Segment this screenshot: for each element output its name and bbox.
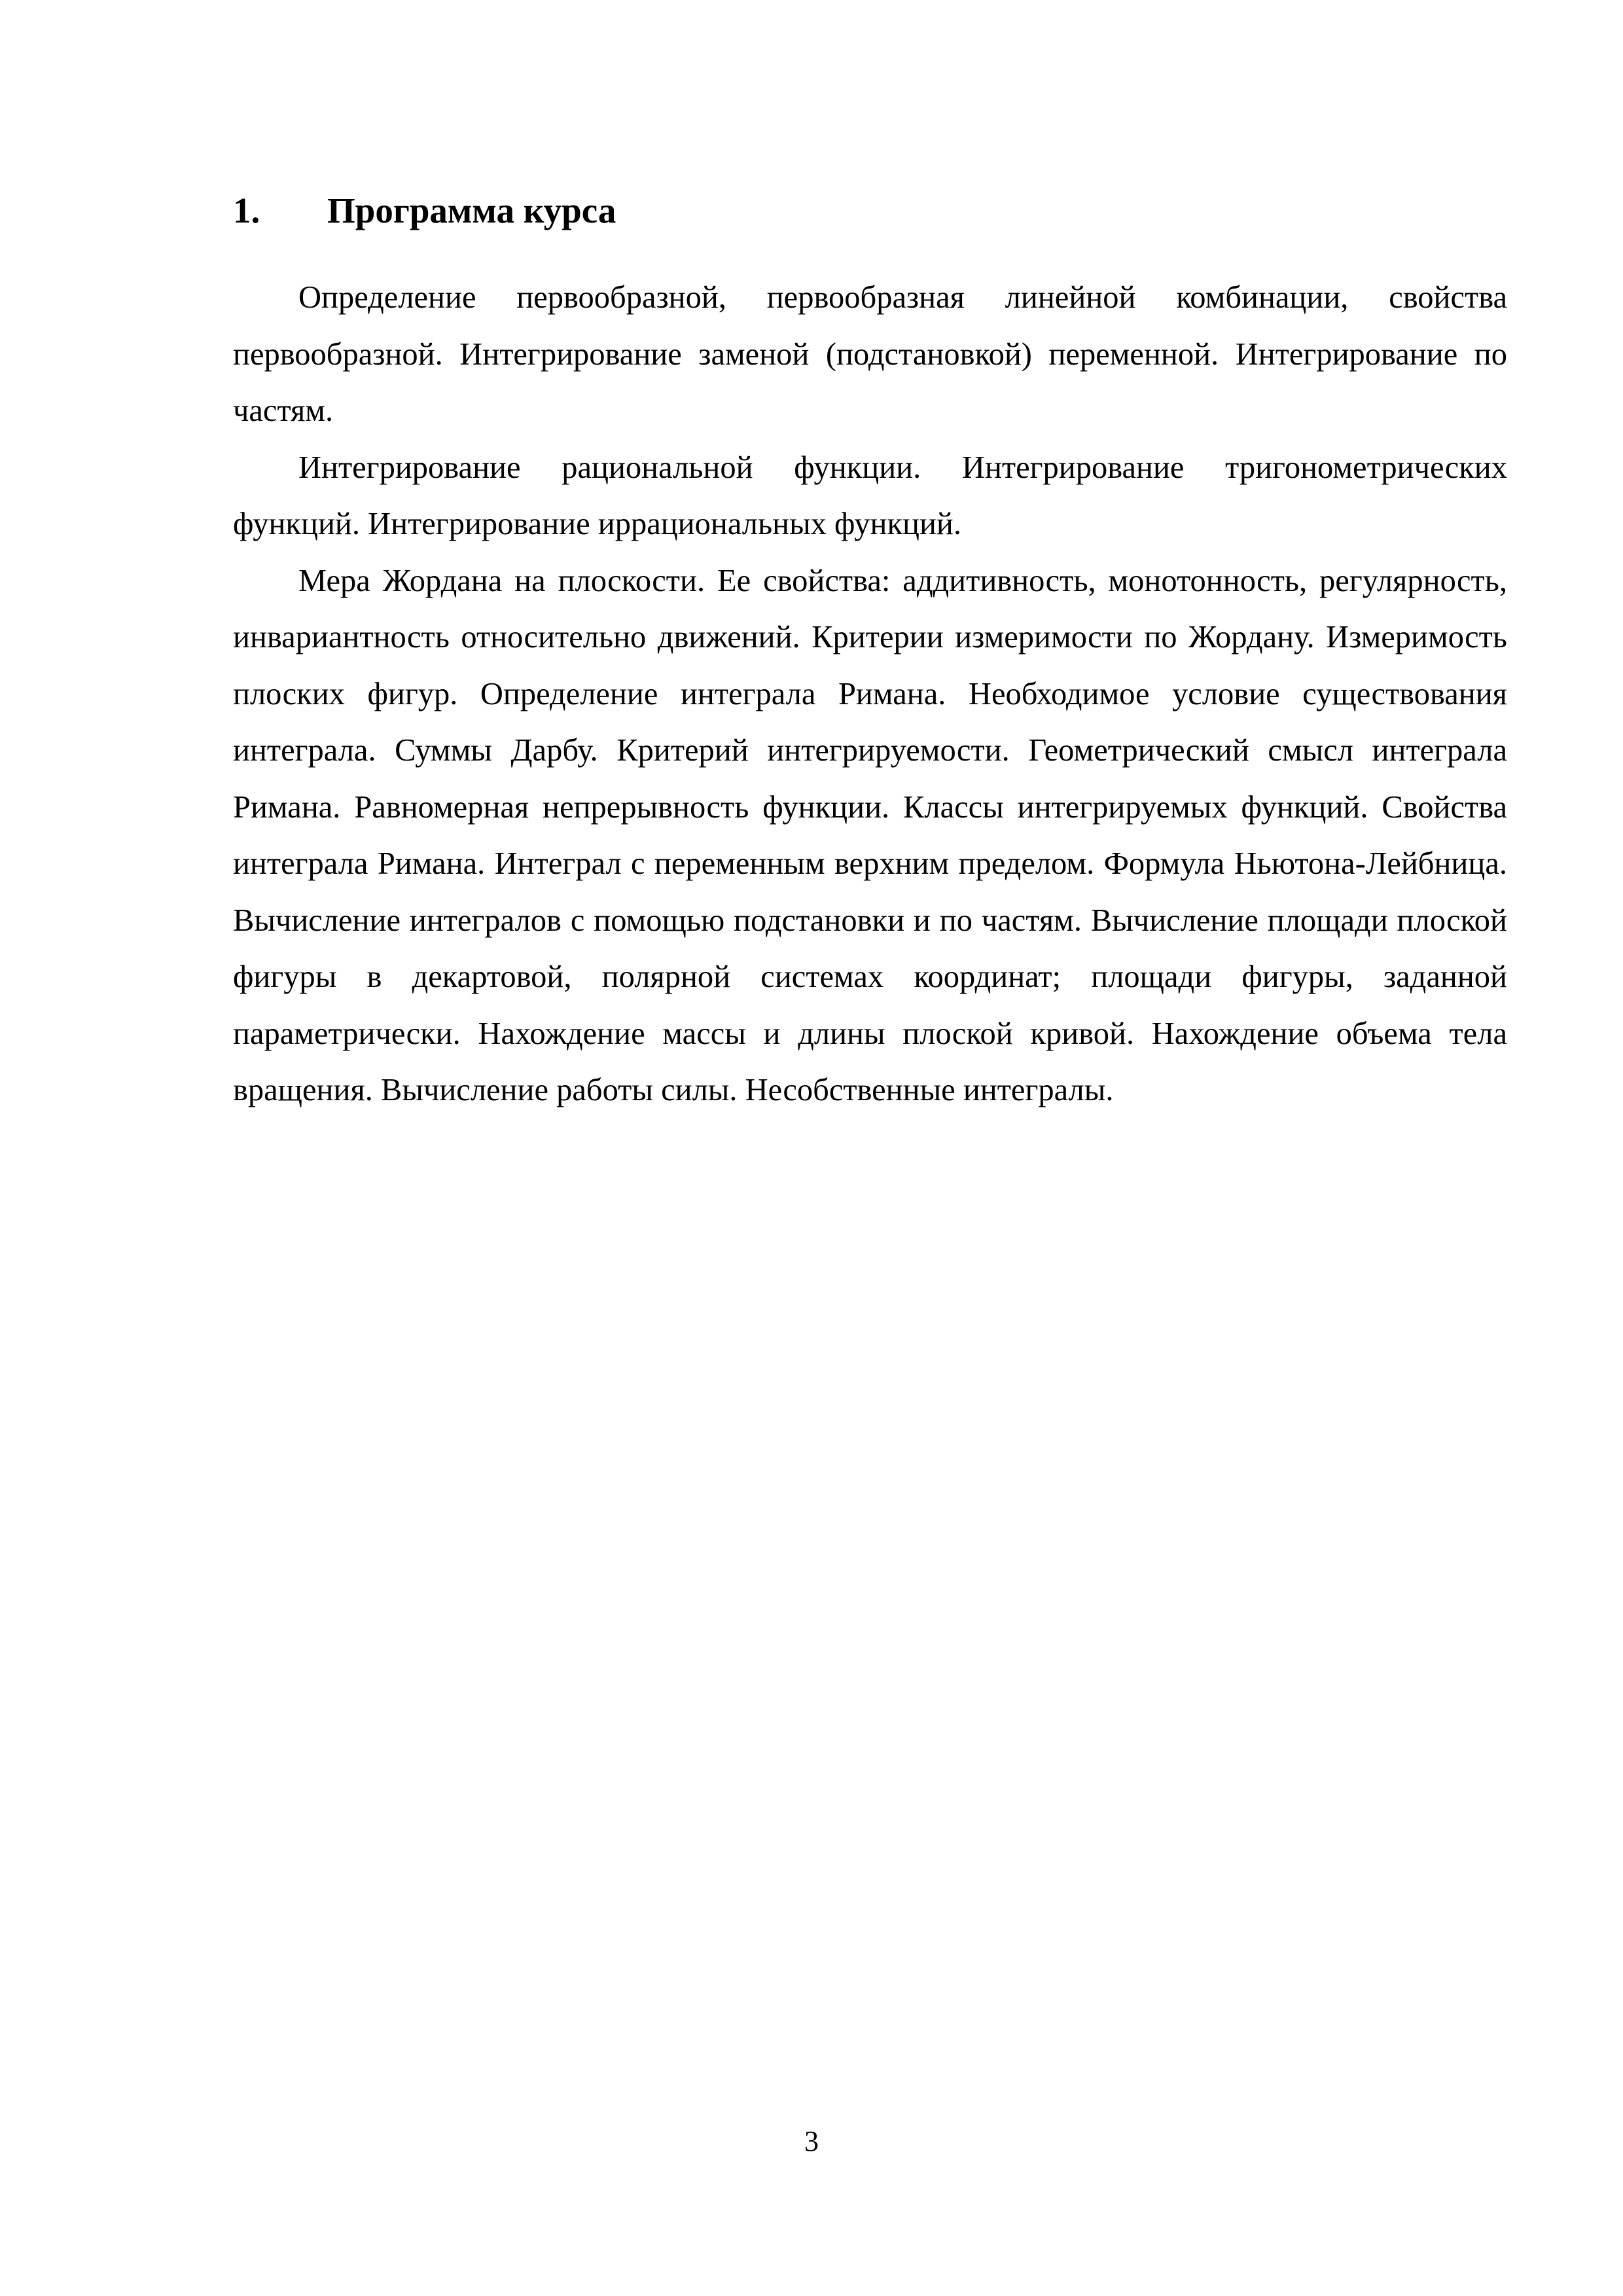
section-heading — [233, 185, 1509, 237]
paragraph-jordan-riemann: Мера Жордана на плоскости. Ее свойства: аддитивность, монотонность, регулярность, инвариантность относительно движений. Критерии измеримости по Жордану. Измеримость плоских фигур. Определение интеграла Римана. Необходимое условие существования интеграла. Суммы Дарбу. Критерий интегрируемости. Геометрический смысл интеграла Римана. Равномерная непрерывность функции. Классы интегрируемых функций. Свойства интеграла Римана. Интеграл с переменным верхним пределом. Формула Ньютона-Лейбница. Вычисление интегралов с помощью подстановки и по частям. Вычисление площади плоской фигуры в декартовой, полярной системах координат; площади фигуры, заданной параметрически. Нахождение массы и длины плоской кривой. Нахождение объема тела вращения. Вычисление работы силы. Несобственные интегралы. — [233, 563, 1507, 1107]
paragraph-antiderivative: Определение первообразной, первообразная линейной комбинации, свойства первообразной. Интегрирование заменой (подстановкой) переменной. Интегрирование по частям. — [233, 280, 1507, 428]
section-body — [233, 270, 1507, 1119]
paragraph-integration-methods: Интегрирование рациональной функции. Интегрирование тригонометрических функций. Интегрирование иррациональных функций. — [233, 450, 1507, 541]
section-title: Программа курса — [327, 190, 616, 230]
page-number: 3 — [804, 2125, 819, 2157]
section-number: 1. — [233, 190, 260, 230]
